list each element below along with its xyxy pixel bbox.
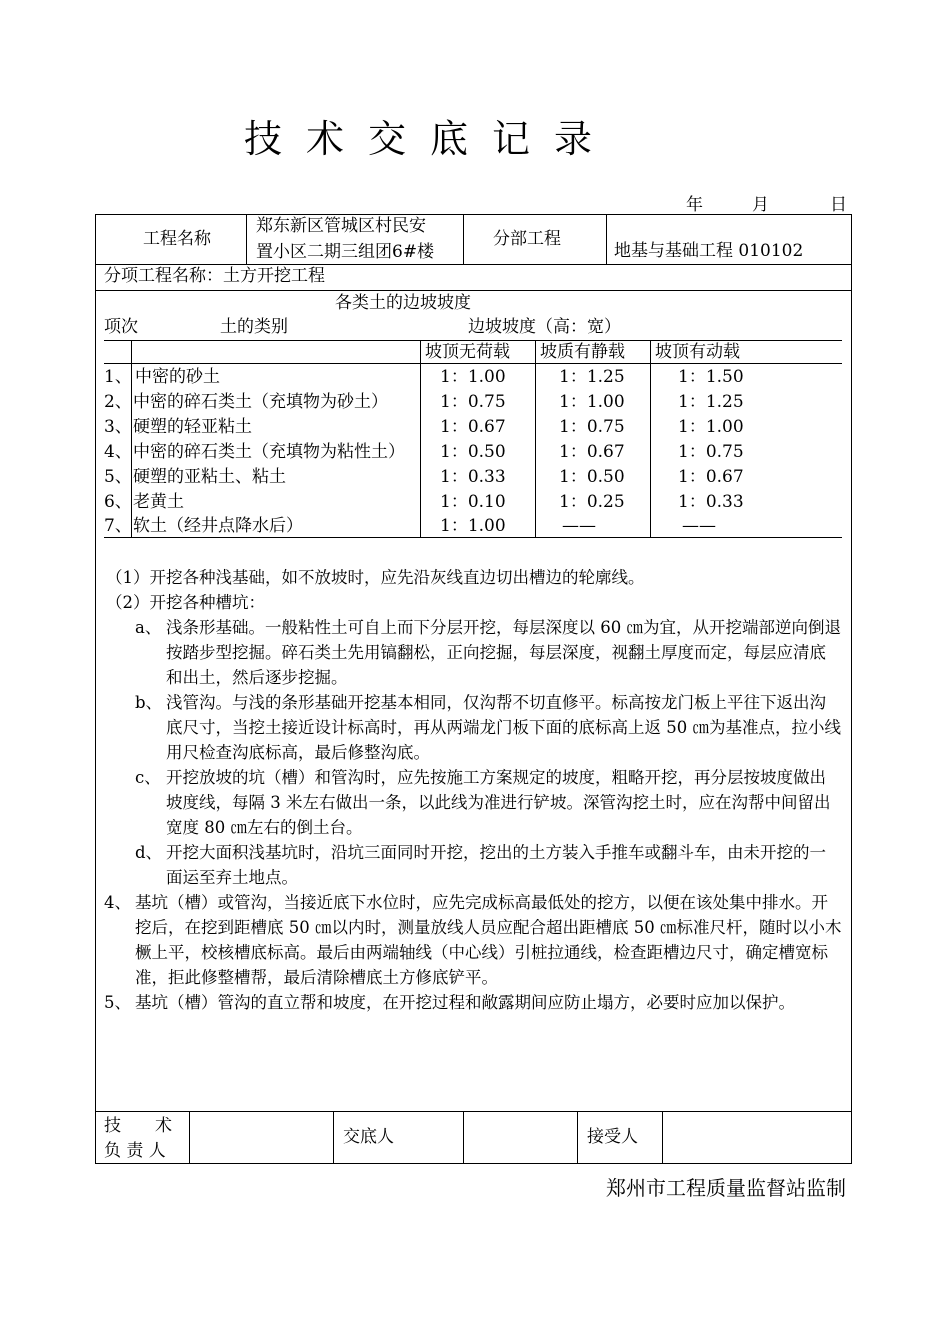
slope-table-caption: 各类土的边坡坡度 (335, 293, 471, 313)
divider (650, 340, 651, 537)
receiver-label: 接受人 (587, 1127, 638, 1147)
footer-issuer: 郑州市工程质量监督站监制 (606, 1176, 846, 1200)
subheader-no-load: 坡顶无荷载 (425, 342, 510, 362)
row-index: 2、 (104, 392, 132, 412)
division-value: 地基与基础工程 010102 (614, 241, 804, 261)
divider (535, 340, 536, 537)
item-a-text: 浅条形基础。一般粘性土可自上而下分层开挖，每层深度以 60 ㎝为宜，从开挖端部逆向倒退按踏步型挖掘。碎石类土先用镐翻松，正向挖掘，每层深度，视翻土厚度而定，每层应清底和出土，然后逐步挖掘。 (166, 618, 841, 687)
project-name-line1: 郑东新区管城区村民安 (256, 216, 426, 236)
divider (463, 1111, 464, 1164)
date-year: 年 (686, 195, 703, 215)
row-index: 7、 (104, 516, 132, 536)
divider (606, 214, 607, 265)
row-soil: 老黄土 (133, 492, 184, 512)
subitem-name: 分项工程名称：土方开挖工程 (104, 266, 325, 286)
row-dynamic-load: 1：1.00 (678, 417, 744, 437)
divider (333, 1111, 334, 1164)
handover-label: 交底人 (343, 1127, 394, 1147)
item-5-text: 基坑（槽）管沟的直立帮和坡度，在开挖过程和敞露期间应防止塌方，必要时应加以保护。 (135, 993, 795, 1012)
divider (420, 340, 421, 537)
row-index: 6、 (104, 492, 132, 512)
divider (246, 214, 247, 265)
row-static-load: 1：1.25 (559, 367, 625, 387)
item-c-label: c、 (135, 768, 161, 787)
row-soil: 中密的碎石类土（充填物为粘性土） (133, 442, 405, 462)
item-b-label: b、 (135, 693, 163, 712)
item-5-label: 5、 (104, 993, 131, 1012)
divider (95, 1111, 852, 1112)
row-soil: 硬塑的轻亚粘土 (133, 417, 252, 437)
row-static-load: —— (562, 516, 596, 536)
row-index: 5、 (104, 467, 132, 487)
divider (104, 363, 842, 364)
paragraph-2: （2）开挖各种槽坑： (106, 593, 265, 612)
col-slope-header: 边坡坡度（高：宽） (468, 317, 621, 337)
date-month: 月 (752, 195, 769, 215)
item-d-text: 开挖大面积浅基坑时，沿坑三面同时开挖，挖出的土方装入手推车或翻斗车，由未开挖的一面运至弃土地点。 (166, 843, 826, 887)
subheader-static-load: 坡质有静载 (540, 342, 625, 362)
item-4-text: 基坑（槽）或管沟，当接近底下水位时，应先完成标高最低处的挖方，以便在该处集中排水。开挖后，在挖到距槽底 50 ㎝以内时，测量放线人员应配合超出距槽底 50 ㎝标准尺杆，随时以小木橛上平，校核槽底标高。最后由两端轴线（中心线）引桩拉通线，检查距槽边尺寸，确定槽宽标准，拒此修整槽帮，最后清除槽底土方修底铲平。 (135, 893, 842, 987)
date-day: 日 (830, 195, 847, 215)
row-no-load: 1：0.33 (440, 467, 506, 487)
col-soil-header: 土的类别 (220, 317, 288, 337)
division-label: 分部工程 (493, 229, 561, 249)
project-name-label: 工程名称 (143, 229, 211, 249)
item-4-label: 4、 (104, 893, 131, 912)
page-title: 技术交底记录 (243, 117, 616, 161)
row-dynamic-load: 1：0.33 (678, 492, 744, 512)
item-a-label: a、 (135, 618, 162, 637)
item-b-text: 浅管沟。与浅的条形基础开挖基本相同，仅沟帮不切直修平。标高按龙门板上平往下返出沟底尺寸，当挖土接近设计标高时，再从两端龙门板下面的底标高上返 50 ㎝为基准点，拉小线用尺检查沟底标高，最后修整沟底。 (166, 693, 841, 762)
row-no-load: 1：0.75 (440, 392, 506, 412)
row-soil: 中密的砂土 (135, 367, 220, 387)
item-c-text: 开挖放坡的坑（槽）和管沟时，应先按施工方案规定的坡度，粗略开挖，再分层按坡度做出坡度线，每隔 3 米左右做出一条，以此线为准进行铲坡。深管沟挖土时，应在沟帮中间留出宽度 80 ㎝左右的倒土台。 (166, 768, 831, 837)
row-no-load: 1：0.67 (440, 417, 506, 437)
row-static-load: 1：0.75 (559, 417, 625, 437)
paragraph-1: （1）开挖各种浅基础，如不放坡时，应先沿灰线直边切出槽边的轮廓线。 (106, 568, 645, 587)
subheader-dynamic-load: 坡顶有动载 (655, 342, 740, 362)
divider (662, 1111, 663, 1164)
divider (95, 290, 852, 291)
divider (189, 1111, 190, 1164)
divider (577, 1111, 578, 1164)
row-index: 3、 (104, 417, 132, 437)
row-dynamic-load: 1：0.67 (678, 467, 744, 487)
row-static-load: 1：0.25 (559, 492, 625, 512)
row-dynamic-load: —— (682, 516, 716, 536)
row-soil: 中密的碎石类土（充填物为砂土） (133, 392, 388, 412)
row-no-load: 1：1.00 (440, 367, 506, 387)
row-no-load: 1：0.50 (440, 442, 506, 462)
project-name-line2: 置小区二期三组团6#楼 (256, 242, 435, 262)
divider (104, 340, 842, 341)
row-no-load: 1：0.10 (440, 492, 506, 512)
row-dynamic-load: 1：1.50 (678, 367, 744, 387)
row-dynamic-load: 1：0.75 (678, 442, 744, 462)
row-soil: 硬塑的亚粘土、粘土 (133, 467, 286, 487)
row-index: 4、 (104, 442, 132, 462)
row-index: 1、 (104, 367, 132, 387)
row-dynamic-load: 1：1.25 (678, 392, 744, 412)
divider (463, 214, 464, 265)
tech-lead-label-line1: 技 术 (104, 1116, 172, 1136)
item-d-label: d、 (135, 843, 163, 862)
row-static-load: 1：1.00 (559, 392, 625, 412)
col-index-header: 项次 (104, 317, 138, 337)
row-no-load: 1：1.00 (440, 516, 506, 536)
tech-lead-label-line2: 负 责 人 (104, 1141, 166, 1161)
row-static-load: 1：0.67 (559, 442, 625, 462)
row-static-load: 1：0.50 (559, 467, 625, 487)
row-soil: 软土（经井点降水后） (133, 516, 303, 536)
